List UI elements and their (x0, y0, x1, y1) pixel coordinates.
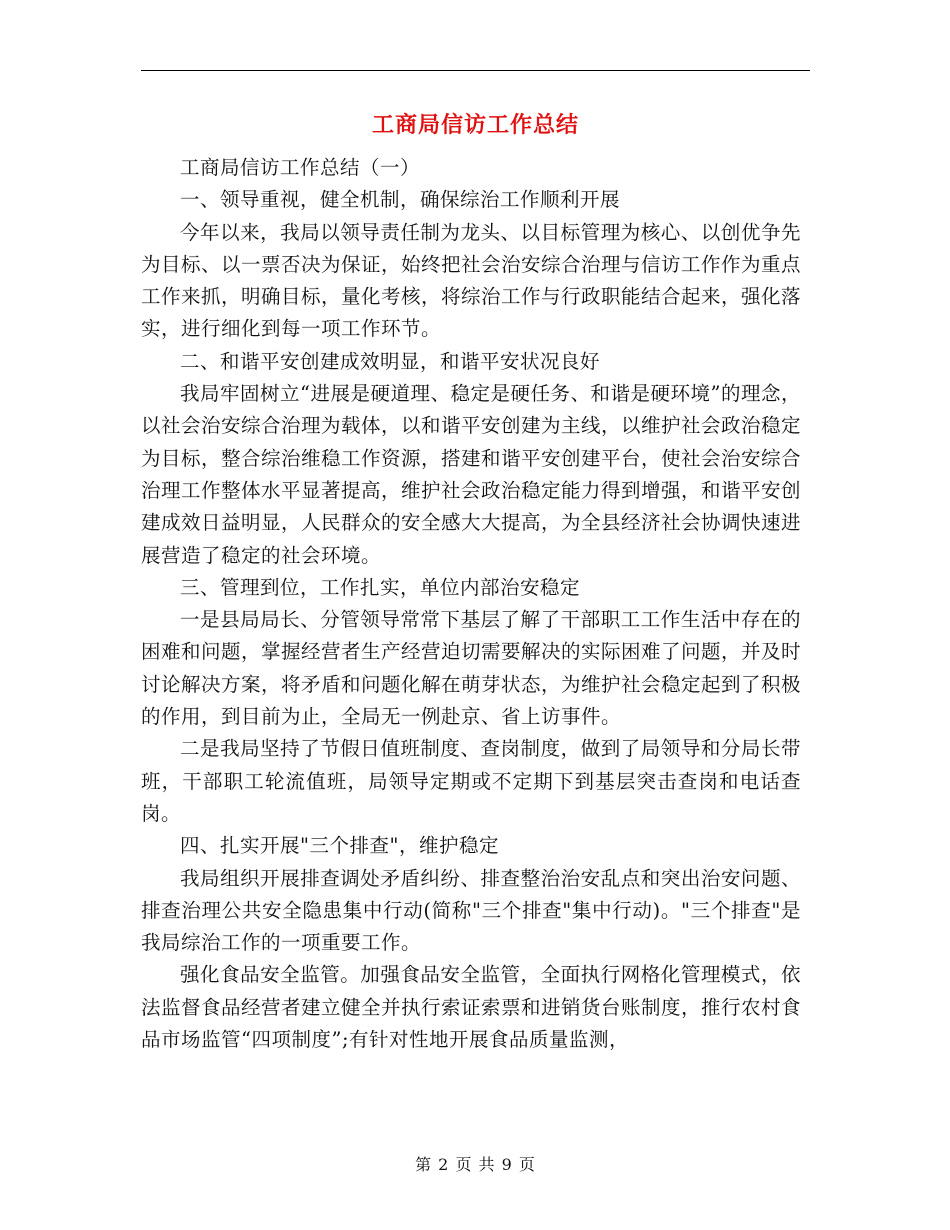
body-paragraph: 强化食品安全监管。加强食品安全监管，全面执行网格化管理模式，依法监督食品经营者建立健全并执行索证索票和进销货台账制度，推行农村食品市场监管“四项制度”;有针对性地开展食品质量监测， (141, 963, 802, 1052)
body-paragraph: 我局组织开展排查调处矛盾纠纷、排查整治治安乱点和突出治安问题、排查治理公共安全隐患集中行动(简称"三个排查"集中行动)。"三个排查"是我局综治工作的一项重要工作。 (141, 866, 801, 955)
section-heading-3: 三、管理到位，工作扎实，单位内部治安稳定 (180, 575, 581, 599)
header-rule (141, 70, 810, 71)
document-body (141, 152, 801, 1056)
body-paragraph: 二是我局坚持了节假日值班制度、查岗制度，做到了局领导和分局长带班，干部职工轮流值班，局领导定期或不定期下到基层突击查岗和电话查岗。 (141, 737, 801, 825)
body-paragraph: 今年以来，我局以领导责任制为龙头、以目标管理为核心、以创优争先为目标、以一票否决为保证，始终把社会治安综合治理与信访工作作为重点工作来抓，明确目标，量化考核，将综治工作与行政职能结合起来，强化落实，进行细化到每一项工作环节。 (141, 220, 802, 341)
body-paragraph: 一是县局局长、分管领导常常下基层了解了干部职工工作生活中存在的困难和问题，掌握经营者生产经营迫切需要解决的实际困难了问题，并及时讨论解决方案，将矛盾和问题化解在萌芽状态，为维护社会稳定起到了积极的作用，到目前为止，全局无一例赴京、省上访事件。 (141, 608, 802, 729)
document-title: 工商局信访工作总结 (371, 112, 579, 138)
page-number-footer: 第 2 页 共 9 页 (415, 1155, 536, 1174)
subtitle-paragraph: 工商局信访工作总结（一） (180, 156, 421, 179)
section-heading-2: 二、和谐平安创建成效明显，和谐平安状况良好 (180, 349, 601, 373)
body-paragraph: 我局牢固树立“进展是硬道理、稳定是硬任务、和谐是硬环境”的理念，以社会治安综合治理为载体，以和谐平安创建为主线，以维护社会政治稳定为目标，整合综治维稳工作资源，搭建和谐平安创建平台，使社会治安综合治理工作整体水平显著提高，维护社会政治稳定能力得到增强，和谐平安创建成效日益明显，人民群众的安全感大大提高，为全县经济社会协调快速进展营造了稳定的社会环境。 (141, 382, 802, 567)
section-heading-1: 一、领导重视，健全机制，确保综治工作顺利开展 (180, 188, 621, 212)
section-heading-4: 四、扎实开展"三个排查"，维护稳定 (180, 834, 499, 858)
